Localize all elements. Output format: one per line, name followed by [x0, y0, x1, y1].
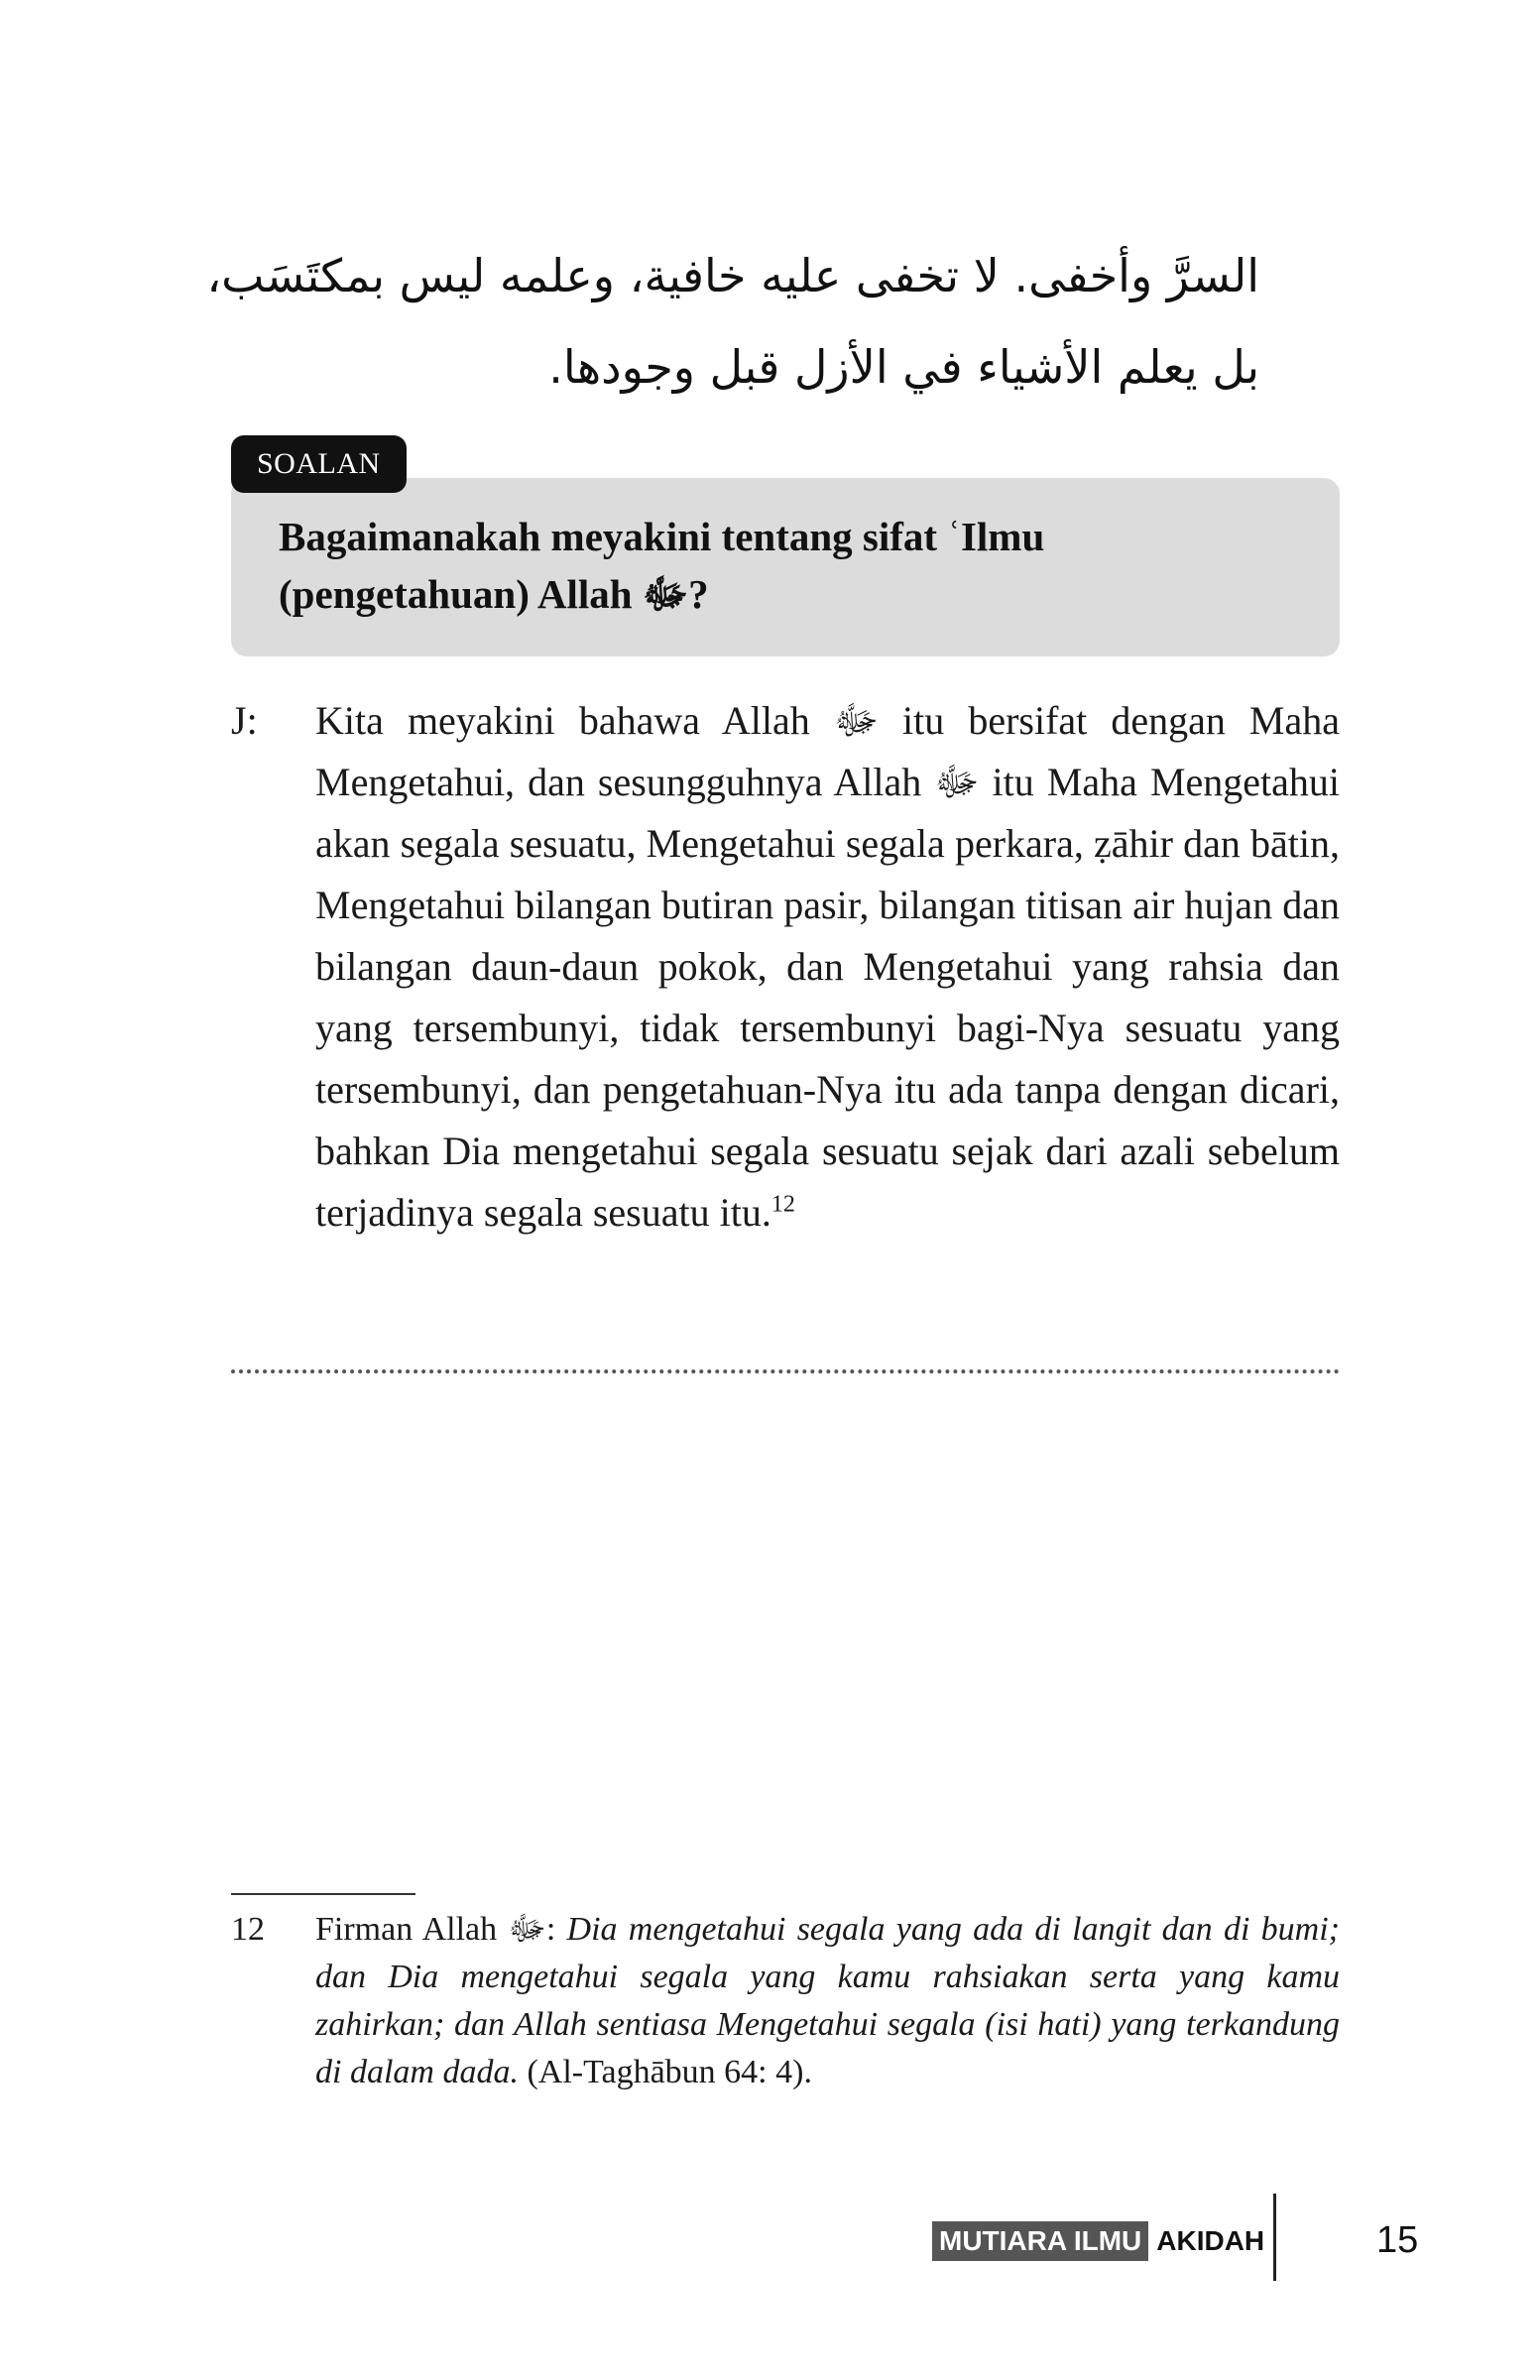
footnote-rule	[231, 1893, 415, 1895]
arabic-text-block	[206, 230, 1259, 413]
question-box	[231, 478, 1340, 656]
answer-body: Kita meyakini bahawa Allah ﷻ itu bersifat dengan Maha Mengetahui, dan sesungguhnya Allah ﷻ itu Maha Mengetahui akan segala sesuatu, Mengetahui segala perkara, ẓāhir dan bātin, Mengetahui bilangan butiran pasir, bilangan titisan air hujan dan bilangan daun-daun pokok, dan Mengetahui yang rahsia dan yang tersembunyi, tidak tersembunyi bagi-Nya sesuatu yang tersembunyi, dan pengetahuan-Nya itu ada tanpa dengan dicari, bahkan Dia mengetahui segala sesuatu sejak dari azali sebelum terjadinya segala sesuatu itu.	[315, 698, 1341, 1235]
footer-divider	[1273, 2194, 1276, 2281]
footnote-lead: Firman Allah ﷻ:	[315, 1911, 567, 1948]
footnote-reference[interactable]: 12	[770, 1191, 795, 1218]
question-text: Bagaimanakah meyakini tentang sifat ʿIlmu (pengetahuan) Allah ﷻ?	[279, 514, 1045, 617]
dotted-divider	[231, 1369, 1340, 1373]
footnote-source: (Al-Taghābun 64: 4).	[518, 2054, 812, 2090]
arabic-line-2: بل يعلم الأشياء في الأزل قبل وجودها.	[548, 340, 1259, 394]
brand-subject-label: AKIDAH	[1156, 2225, 1265, 2256]
answer-text	[315, 690, 1340, 1244]
brand-series-label: MUTIARA ILMU	[932, 2221, 1148, 2261]
footnote-text	[315, 1906, 1340, 2096]
page-number: 15	[1376, 2219, 1419, 2261]
footnote-quote: Dia mengetahui segala yang ada di langit dan di bumi; dan Dia mengetahui segala yang kamu rahsiakan serta yang kamu zahirkan; dan Allah sentiasa Mengetahui segala (isi hati) yang terkandung di dalam dada.	[315, 1911, 1340, 2090]
footnote-number: 12	[231, 1911, 265, 1948]
arabic-line-1: السرَّ وأخفى. لا تخفى عليه خافية، وعلمه ليس بمكتَسَب،	[206, 249, 1259, 302]
answer-prefix: J:	[231, 698, 258, 743]
footer-brand	[932, 2221, 1264, 2261]
question-badge: SOALAN	[231, 435, 407, 493]
